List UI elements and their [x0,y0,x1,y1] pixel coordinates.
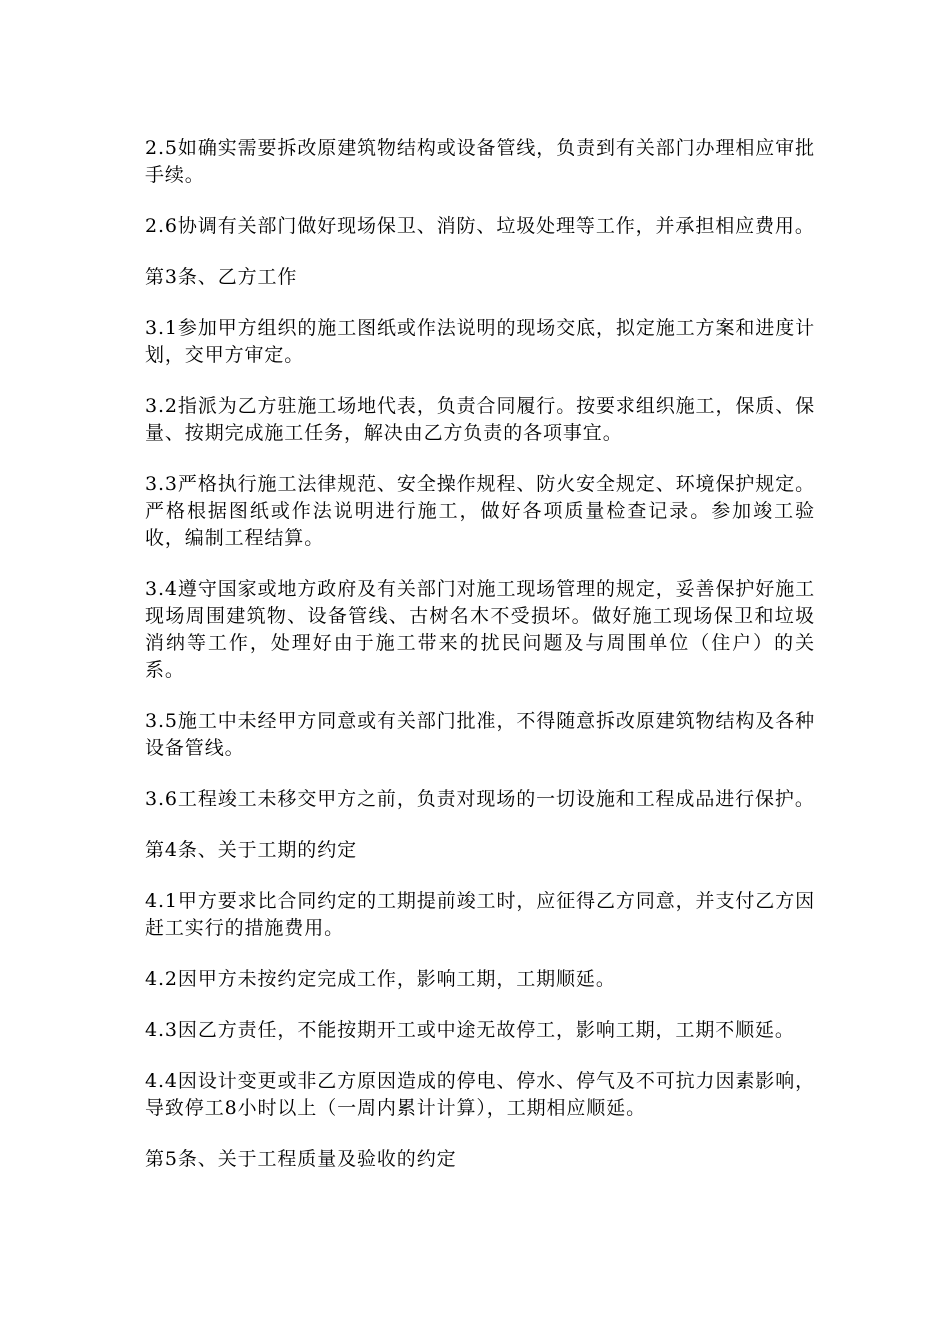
section-heading-4: 第4条、关于工期的约定 [145,839,357,861]
clause-4-2: 4.2因甲方未按约定完成工作，影响工期，工期顺延。 [145,968,616,990]
document-page [145,135,815,1197]
clause-2-5: 2.5如确实需要拆改原建筑物结构或设备管线，负责到有关部门办理相应审批手续。 [145,137,815,186]
clause-3-5: 3.5施工中未经甲方同意或有关部门批准，不得随意拆改原建筑物结构及各种设备管线。 [145,710,815,759]
clause-4-4: 4.4因设计变更或非乙方原因造成的停电、停水、停气及不可抗力因素影响，导致停工8小时以上（一周内累计计算），工期相应顺延。 [145,1070,815,1119]
section-heading-5: 第5条、关于工程质量及验收的约定 [145,1148,457,1170]
clause-3-2: 3.2指派为乙方驻施工场地代表，负责合同履行。按要求组织施工，保质、保量、按期完成施工任务，解决由乙方负责的各项事宜。 [145,395,815,444]
clause-3-6: 3.6工程竣工未移交甲方之前，负责对现场的一切设施和工程成品进行保护。 [145,788,815,810]
clause-2-6: 2.6协调有关部门做好现场保卫、消防、垃圾处理等工作，并承担相应费用。 [145,215,815,237]
clause-4-1: 4.1甲方要求比合同约定的工期提前竣工时，应征得乙方同意，并支付乙方因赶工实行的措施费用。 [145,890,815,939]
clause-3-1: 3.1参加甲方组织的施工图纸或作法说明的现场交底，拟定施工方案和进度计划，交甲方审定。 [145,317,815,366]
section-heading-3: 第3条、乙方工作 [145,266,298,288]
clause-4-3: 4.3因乙方责任，不能按期开工或中途无故停工，影响工期，工期不顺延。 [145,1019,795,1041]
clause-3-3: 3.3严格执行施工法律规范、安全操作规程、防火安全规定、环境保护规定。严格根据图纸或作法说明进行施工，做好各项质量检查记录。参加竣工验收，编制工程结算。 [145,473,815,549]
clause-3-4: 3.4遵守国家或地方政府及有关部门对施工现场管理的规定，妥善保护好施工现场周围建筑物、设备管线、古树名木不受损坏。做好施工现场保卫和垃圾消纳等工作，处理好由于施工带来的扰民问题及与周围单位（住户）的关系。 [145,578,815,681]
